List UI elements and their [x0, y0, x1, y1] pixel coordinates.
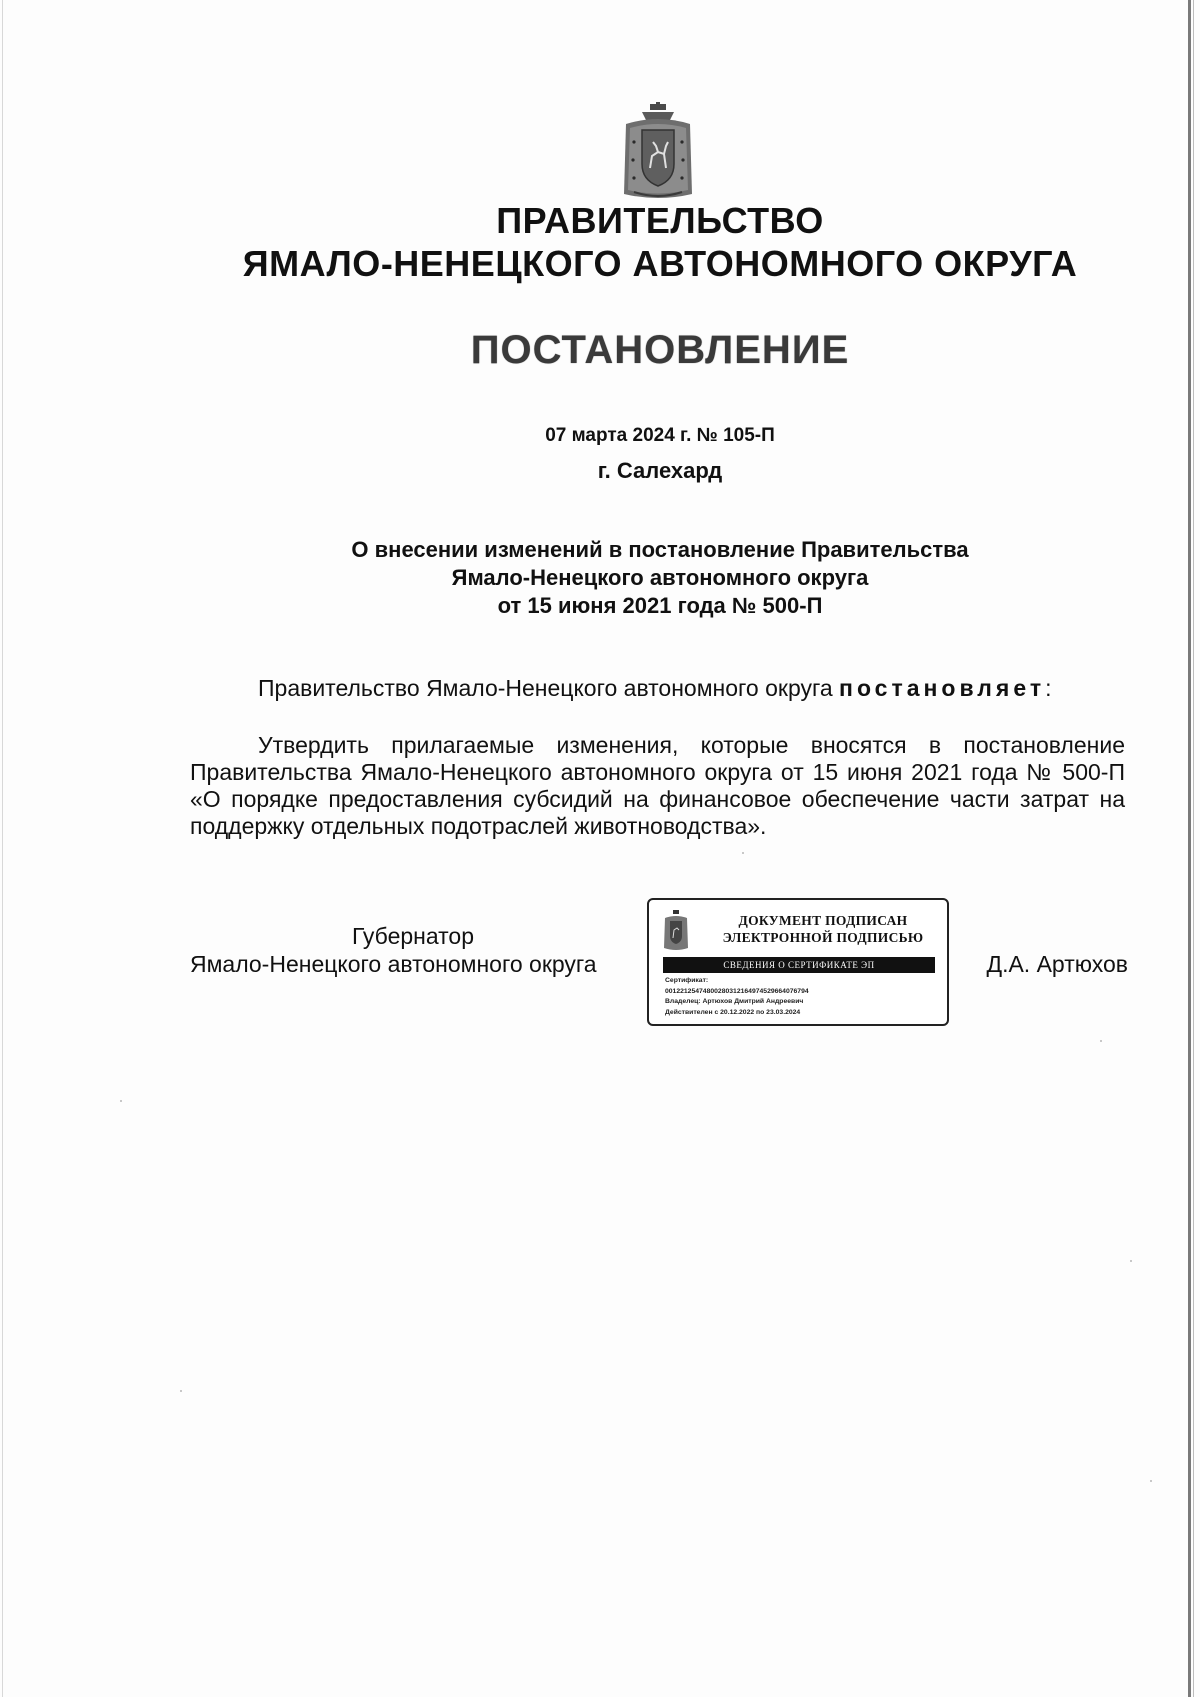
electronic-signature-stamp [647, 898, 949, 1026]
certificate-validity: Действителен с 20.12.2022 по 23.03.2024 [665, 1008, 801, 1016]
stamp-certificate-details [665, 976, 937, 1018]
city: г. Салехард [597, 458, 723, 483]
certificate-label: Сертификат: [665, 977, 709, 984]
signatory-title [190, 922, 650, 978]
scan-speck [1130, 1260, 1132, 1262]
resolution-paragraph: Утвердить прилагаемые изменения, которые вносятся в постановление Правительства Ямало-Ненецкого автономного округа от 15 июня 2021 года № 500-П «О порядке предоставления субсидий на финансовое обеспечение части затрат на поддержку отдельных подотраслей животноводства». [190, 732, 1125, 839]
scan-speck [1150, 1480, 1152, 1482]
certificate-owner: Владелец: Артюхов Дмитрий Андреевич [665, 998, 804, 1005]
signatory-region: Ямало-Ненецкого автономного округа [190, 951, 597, 977]
subject-line1: О внесении изменений в постановление Правительства [351, 537, 969, 562]
preamble-colon: : [1045, 675, 1052, 701]
stamp-certificate-bar: СВЕДЕНИЯ О СЕРТИФИКАТЕ ЭП [663, 957, 935, 973]
stamp-heading [705, 912, 941, 946]
document-type-title: ПОСТАНОВЛЕНИЕ [470, 328, 850, 372]
subject-line2: Ямало-Ненецкого автономного округа [451, 565, 869, 590]
government-name-line1: ПРАВИТЕЛЬСТВО [496, 200, 824, 241]
scan-speck [742, 852, 744, 854]
preamble-text: Правительство Ямало-Ненецкого автономного округа [258, 675, 840, 701]
scan-speck [120, 1100, 122, 1102]
resolution-preamble [190, 675, 1125, 702]
signatory-position: Губернатор [352, 923, 475, 949]
signatory-name: Д.А. Артюхов [986, 951, 1128, 977]
document-subject [0, 536, 1200, 620]
government-name-line2: ЯМАЛО-НЕНЕЦКОГО АВТОНОМНОГО ОКРУГА [242, 243, 1078, 284]
certificate-number: 00122125474800280312164974529664076794 [665, 987, 809, 995]
stamp-heading-line1: ДОКУМЕНТ ПОДПИСАН [738, 913, 908, 928]
coat-of-arms-small-icon [663, 910, 689, 952]
date-and-number: 07 марта 2024 г. № 105-П [545, 425, 775, 446]
stamp-heading-line2: ЭЛЕКТРОННОЙ ПОДПИСЬЮ [722, 930, 924, 945]
scan-speck [180, 1390, 182, 1392]
subject-line3: от 15 июня 2021 года № 500-П [497, 593, 823, 618]
resolves-keyword: постановляет [839, 675, 1046, 701]
scan-speck [1100, 1040, 1102, 1042]
coat-of-arms-icon [620, 102, 696, 202]
